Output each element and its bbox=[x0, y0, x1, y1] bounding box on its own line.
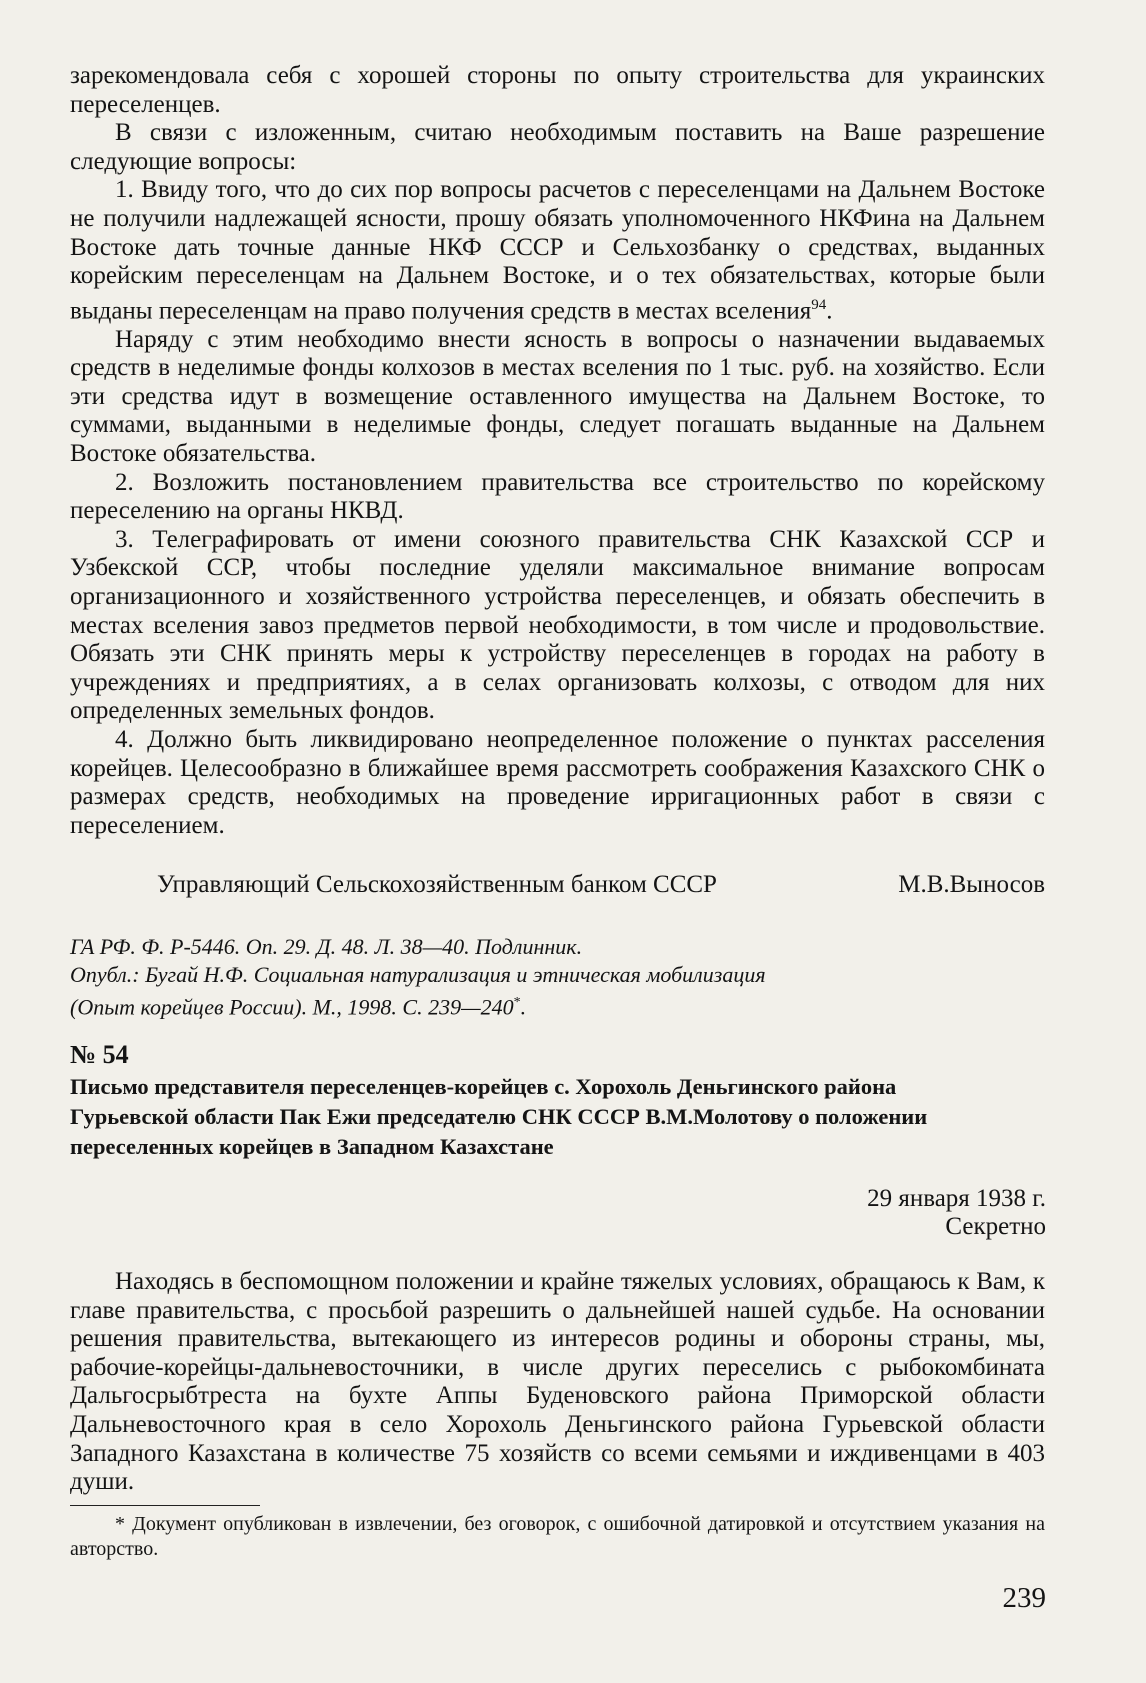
paragraph: Находясь в беспомощном положении и крайне тяжелых условиях, обращаюсь к Вам, к главе правительства, с просьбой разрешить о дальнейшей нашей судьбе. На основании решения правительства, вытекающего из интересов родины и обороны страны, мы, рабочие-корейцы-дальневосточники, в числе других переселись с рыбокомбината Дальгосрыбтреста на бухте Аппы Буденовского района Приморской области Дальневосточного края в село Хорохоль Деньгинского района Гурьевской области Западного Казахстана в количестве 75 хозяйств со всеми семьями и иждивенцами в 403 души. bbox=[70, 1268, 1045, 1496]
body-text bbox=[70, 62, 1045, 840]
publication-source-end: . bbox=[520, 994, 527, 1020]
signatory-position: Управляющий Сельскохозяйственным банком СССР bbox=[157, 871, 717, 898]
paragraph: 2. Возложить постановлением правительства все строительство по корейскому переселению на органы НКВД. bbox=[70, 468, 1045, 525]
document-title: Письмо представителя переселенцев-корейцев с. Хорохоль Деньгинского района Гурьевской области Пак Ежи председателю СНК СССР В.М.Молотову о положении переселенных корейцев в Западном Казахстане bbox=[70, 1074, 928, 1159]
footnote bbox=[70, 1512, 1045, 1562]
publication-source-2 bbox=[70, 989, 1045, 1021]
paragraph: зарекомендовала себя с хорошей стороны по опыту строительства для украинских переселенцев. bbox=[70, 62, 1045, 118]
footnote-mark: * bbox=[115, 1513, 125, 1535]
archive-source: ГА РФ. Ф. Р-5446. Оп. 29. Д. 48. Л. 38—40. Подлинник. bbox=[70, 934, 583, 959]
paragraph: Наряду с этим необходимо внести ясность в вопросы о назначении выдаваемых средств в неделимые фонды колхозов в местах вселения по 1 тыс. руб. на хозяйство. Если эти средства идут в возмещение оставленного имущества на Дальнем Востоке, то суммами, выданными в неделимые фонды, следует погашать выданные на Дальнем Востоке обязательства. bbox=[70, 325, 1045, 468]
footnote-ref[interactable]: * bbox=[513, 995, 521, 1010]
letter-text bbox=[70, 1268, 1045, 1497]
paragraph: 3. Телеграфировать от имени союзного правительства СНК Казахской ССР и Узбекской ССР, чтобы последние уделяли максимальное внимание вопросам организационного и хозяйственного устройства переселенцев, и обязать обеспечить в местах вселения завоз предметов первой необходимости, в том числе и продовольствие. Обязать эти СНК принять меры к устройству переселенцев в городах на работу в учреждениях и предприятиях, а в селах организовать колхозы, с отводом для них определенных земельных фондов. bbox=[70, 525, 1045, 725]
publication-source-text: (Опыт корейцев России). М., 1998. С. 239—240 bbox=[70, 994, 514, 1020]
signatory-name: М.В.Выносов bbox=[898, 871, 1045, 898]
footnote-divider bbox=[70, 1505, 260, 1506]
document-number: № 54 bbox=[70, 1040, 129, 1069]
endnote-ref[interactable]: 94 bbox=[811, 296, 827, 313]
publication-source-1: Опубл.: Бугай Н.Ф. Социальная натурализация и этническая мобилизация bbox=[70, 962, 766, 987]
paragraph: В связи с изложенным, считаю необходимым поставить на Ваше разрешение следующие вопросы: bbox=[70, 119, 1045, 175]
paragraph-text: 1. Ввиду того, что до сих пор вопросы расчетов с переселенцами на Дальнем Востоке не получили надлежащей ясности, прошу обязать уполномоченного НКФина на Дальнем Востоке дать точные данные НКФ СССР и Сельхозбанку о средствах, выданных корейским переселенцам на Дальнем Востоке, и о тех обязательствах, которые были выданы переселенцам на право получения средств в местах вселения bbox=[70, 176, 1045, 325]
paragraph: 4. Должно быть ликвидировано неопределенное положение о пунктах расселения корейцев. Целесообразно в ближайшее время рассмотреть соображения Казахского СНК о размерах средств, необходимых на проведение ирригационных работ в связи с переселением. bbox=[70, 725, 1045, 839]
paragraph-end: . bbox=[826, 297, 833, 325]
document-date: 29 января 1938 г. bbox=[867, 1185, 1046, 1212]
secrecy-mark: Секретно bbox=[945, 1213, 1046, 1240]
paragraph bbox=[70, 176, 1045, 325]
page-number: 239 bbox=[1002, 1582, 1046, 1614]
footnote-text: Документ опубликован в извлечении, без оговорок, с ошибочной датировкой и отсутствием указания на авторство. bbox=[70, 1513, 1045, 1560]
